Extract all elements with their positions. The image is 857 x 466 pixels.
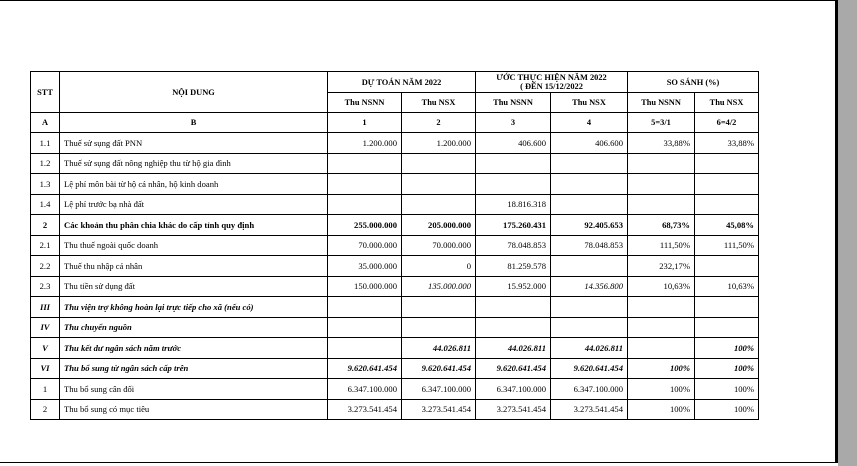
index-cell: A — [31, 113, 60, 133]
value-cell — [628, 174, 695, 195]
index-cell: B — [60, 113, 328, 133]
stt-cell: III — [31, 297, 60, 318]
content-cell: Thuế sử sụng đất PNN — [60, 133, 328, 154]
value-cell: 175.260.431 — [476, 215, 551, 236]
header-content: NỘI DUNG — [60, 72, 328, 113]
value-cell: 100% — [628, 358, 695, 379]
value-cell: 1.200.000 — [328, 133, 402, 154]
value-cell: 70.000.000 — [402, 235, 476, 256]
value-cell: 255.000.000 — [328, 215, 402, 236]
value-cell — [402, 317, 476, 338]
value-cell: 14.356.800 — [551, 276, 628, 297]
value-cell: 78.048.853 — [551, 235, 628, 256]
subheader-cell: Thu NSX — [402, 93, 476, 113]
value-cell: 406.600 — [476, 133, 551, 154]
value-cell — [628, 297, 695, 318]
index-cell: 6=4/2 — [695, 113, 759, 133]
value-cell: 10,63% — [695, 276, 759, 297]
content-cell: Thu chuyển nguồn — [60, 317, 328, 338]
value-cell — [328, 317, 402, 338]
value-cell: 70.000.000 — [328, 235, 402, 256]
value-cell — [402, 194, 476, 215]
page-top-border — [0, 0, 838, 1]
value-cell: 0 — [402, 256, 476, 277]
value-cell: 15.952.000 — [476, 276, 551, 297]
value-cell: 100% — [695, 338, 759, 359]
table-row — [31, 194, 759, 215]
value-cell: 33,88% — [695, 133, 759, 154]
table-row — [31, 133, 759, 154]
value-cell — [551, 297, 628, 318]
subheader-cell: Thu NSNN — [328, 93, 402, 113]
subheader-cell: Thu NSX — [551, 93, 628, 113]
value-cell: 111,50% — [628, 235, 695, 256]
value-cell: 3.273.541.454 — [328, 399, 402, 420]
value-cell — [551, 153, 628, 174]
content-cell: Thuế thu nhập cá nhân — [60, 256, 328, 277]
stt-cell: 1.1 — [31, 133, 60, 154]
stt-cell: 2 — [31, 399, 60, 420]
table-row — [31, 174, 759, 195]
value-cell: 100% — [628, 379, 695, 400]
table-row — [31, 153, 759, 174]
value-cell: 100% — [695, 358, 759, 379]
value-cell: 44.026.811 — [551, 338, 628, 359]
content-cell: Thuế sử sụng đất nông nghiệp thu từ hộ gia đình — [60, 153, 328, 174]
value-cell: 135.000.000 — [402, 276, 476, 297]
index-cell: 1 — [328, 113, 402, 133]
value-cell: 100% — [628, 399, 695, 420]
value-cell: 6.347.100.000 — [476, 379, 551, 400]
value-cell — [402, 153, 476, 174]
value-cell — [695, 153, 759, 174]
table-row — [31, 317, 759, 338]
stt-cell: VI — [31, 358, 60, 379]
value-cell — [328, 297, 402, 318]
value-cell — [476, 153, 551, 174]
value-cell: 81.259.578 — [476, 256, 551, 277]
table-row — [31, 358, 759, 379]
header-compare: SO SÁNH (%) — [628, 72, 759, 93]
value-cell: 9.620.641.454 — [328, 358, 402, 379]
stt-cell: 2.1 — [31, 235, 60, 256]
value-cell — [695, 256, 759, 277]
stt-cell: 2.3 — [31, 276, 60, 297]
value-cell — [551, 317, 628, 338]
value-cell: 205.000.000 — [402, 215, 476, 236]
value-cell — [551, 256, 628, 277]
stt-cell: 1.4 — [31, 194, 60, 215]
table-row — [31, 297, 759, 318]
value-cell: 6.347.100.000 — [328, 379, 402, 400]
header-stt: STT — [31, 72, 60, 113]
table-row — [31, 379, 759, 400]
content-cell: Thu bổ sung cân đối — [60, 379, 328, 400]
value-cell: 111,50% — [695, 235, 759, 256]
value-cell — [328, 338, 402, 359]
table-row — [31, 338, 759, 359]
index-cell: 4 — [551, 113, 628, 133]
value-cell — [695, 174, 759, 195]
stt-cell: 2 — [31, 215, 60, 236]
value-cell — [402, 174, 476, 195]
header-estimate: DỰ TOÁN NĂM 2022 — [328, 72, 476, 93]
content-cell: Thu kết dư ngân sách năm trước — [60, 338, 328, 359]
value-cell: 78.048.853 — [476, 235, 551, 256]
budget-table — [30, 71, 759, 420]
value-cell: 9.620.641.454 — [402, 358, 476, 379]
stt-cell: 1 — [31, 379, 60, 400]
value-cell: 10,63% — [628, 276, 695, 297]
header-actual-line2: ( ĐẾN 15/12/2022 — [520, 82, 583, 91]
value-cell: 3.273.541.454 — [476, 399, 551, 420]
index-row — [31, 113, 759, 133]
value-cell: 6.347.100.000 — [402, 379, 476, 400]
value-cell: 3.273.541.454 — [402, 399, 476, 420]
subheader-cell: Thu NSX — [695, 93, 759, 113]
content-cell: Thu tiền sử dụng đất — [60, 276, 328, 297]
content-cell: Thu thuế ngoài quốc doanh — [60, 235, 328, 256]
index-cell: 5=3/1 — [628, 113, 695, 133]
stt-cell: 1.2 — [31, 153, 60, 174]
value-cell — [695, 194, 759, 215]
value-cell: 9.620.641.454 — [476, 358, 551, 379]
stt-cell: 2.2 — [31, 256, 60, 277]
content-cell: Các khoản thu phân chia khác do cấp tỉnh quy định — [60, 215, 328, 236]
value-cell: 45,08% — [695, 215, 759, 236]
value-cell: 100% — [695, 379, 759, 400]
value-cell: 6.347.100.000 — [551, 379, 628, 400]
value-cell: 92.405.653 — [551, 215, 628, 236]
value-cell — [695, 317, 759, 338]
page-bottom-border — [0, 462, 838, 463]
index-cell: 2 — [402, 113, 476, 133]
value-cell: 3.273.541.454 — [551, 399, 628, 420]
table-row — [31, 276, 759, 297]
index-cell: 3 — [476, 113, 551, 133]
stt-cell: IV — [31, 317, 60, 338]
content-cell: Lệ phí môn bài từ hộ cá nhân, hộ kinh doanh — [60, 174, 328, 195]
value-cell — [628, 194, 695, 215]
value-cell — [328, 194, 402, 215]
value-cell: 9.620.641.454 — [551, 358, 628, 379]
header-row-1 — [31, 72, 759, 93]
value-cell — [551, 194, 628, 215]
value-cell — [402, 297, 476, 318]
stt-cell: 1.3 — [31, 174, 60, 195]
table-row — [31, 399, 759, 420]
value-cell — [551, 174, 628, 195]
value-cell: 68,73% — [628, 215, 695, 236]
content-cell: Thu bổ sung có mục tiêu — [60, 399, 328, 420]
value-cell: 33,88% — [628, 133, 695, 154]
header-actual-line1: ƯỚC THỰC HIỆN NĂM 2022 — [496, 73, 607, 82]
content-cell: Lệ phí trước bạ nhà đất — [60, 194, 328, 215]
table-row — [31, 215, 759, 236]
value-cell — [476, 174, 551, 195]
value-cell — [628, 317, 695, 338]
value-cell: 35.000.000 — [328, 256, 402, 277]
value-cell: 100% — [695, 399, 759, 420]
subheader-cell: Thu NSNN — [476, 93, 551, 113]
content-cell: Thu viện trợ không hoàn lại trực tiếp cho xã (nếu có) — [60, 297, 328, 318]
viewer-gutter — [838, 0, 857, 466]
value-cell — [476, 297, 551, 318]
value-cell: 150.000.000 — [328, 276, 402, 297]
value-cell: 406.600 — [551, 133, 628, 154]
value-cell — [628, 153, 695, 174]
value-cell — [695, 297, 759, 318]
value-cell: 18.816.318 — [476, 194, 551, 215]
value-cell: 1.200.000 — [402, 133, 476, 154]
value-cell: 232,17% — [628, 256, 695, 277]
value-cell: 44.026.811 — [476, 338, 551, 359]
value-cell — [328, 174, 402, 195]
header-actual — [476, 72, 628, 93]
subheader-cell: Thu NSNN — [628, 93, 695, 113]
value-cell — [628, 338, 695, 359]
value-cell — [328, 153, 402, 174]
content-cell: Thu bổ sung từ ngân sách cấp trên — [60, 358, 328, 379]
table-row — [31, 235, 759, 256]
value-cell: 44.026.811 — [402, 338, 476, 359]
value-cell — [476, 317, 551, 338]
table-row — [31, 256, 759, 277]
stt-cell: V — [31, 338, 60, 359]
